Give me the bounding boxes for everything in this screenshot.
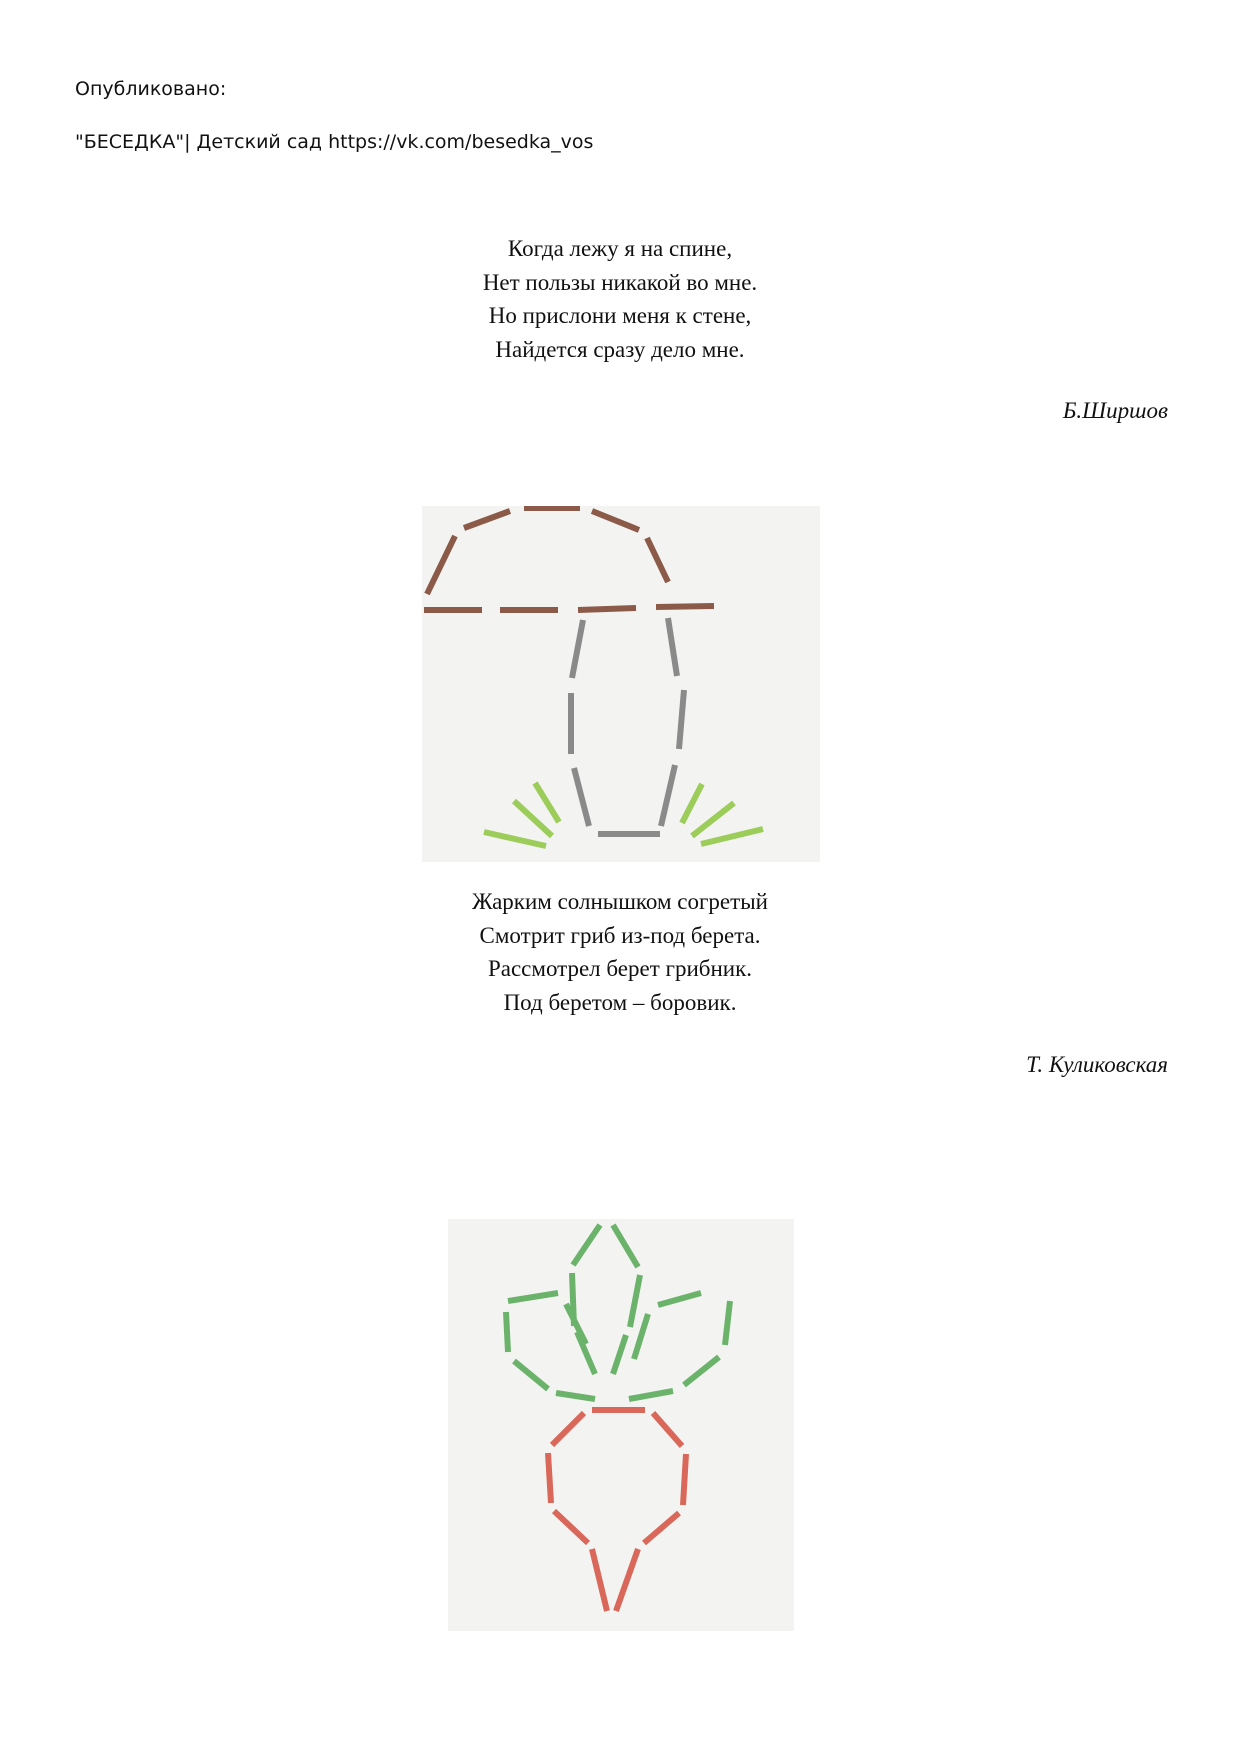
published-label: Опубликовано: <box>75 78 227 100</box>
poem-line: Найдется сразу дело мне. <box>495 336 745 362</box>
stick <box>679 690 684 749</box>
stick <box>548 1453 551 1503</box>
poem-author: Б.Ширшов <box>1062 398 1168 423</box>
stick <box>514 1361 548 1389</box>
stick <box>508 1293 558 1301</box>
stick <box>552 1413 584 1445</box>
stick <box>613 1225 638 1267</box>
stick <box>464 511 510 528</box>
mushroom-stick-picture <box>422 506 820 862</box>
stick <box>629 1391 673 1399</box>
stick <box>427 536 455 594</box>
stick <box>616 1549 638 1611</box>
stick <box>574 768 589 826</box>
beet-root <box>548 1410 686 1611</box>
stick <box>634 1314 648 1359</box>
poem-line: Жарким солнышком согретый <box>472 889 768 914</box>
beet-drawing <box>448 1219 794 1631</box>
poem-line: Нет пользы никакой во мне. <box>482 269 758 295</box>
poem-line: Под беретом – боровик. <box>503 989 737 1015</box>
stick <box>644 1513 679 1543</box>
poem-line: Когда лежу я на спине, <box>507 236 733 261</box>
mushroom-poem <box>0 885 1240 1019</box>
poem-author: Т. Куликовская <box>1026 1052 1168 1077</box>
mushroom-stem <box>571 618 684 834</box>
stick <box>658 1293 701 1305</box>
mushroom-cap <box>424 508 714 610</box>
stick <box>684 1357 719 1385</box>
poem-line: Но прислони меня к стене, <box>488 303 752 328</box>
stick <box>647 538 668 582</box>
stick <box>535 783 559 822</box>
poem-line: Рассмотрел берет грибник. <box>487 956 753 981</box>
stick <box>725 1301 730 1345</box>
stick <box>484 832 546 846</box>
stick <box>592 511 639 530</box>
stick <box>701 829 763 844</box>
stick <box>554 1511 588 1543</box>
stick <box>578 608 636 610</box>
grass-left <box>484 783 559 846</box>
stick <box>668 618 677 676</box>
stick <box>613 1335 626 1374</box>
poem-line: Смотрит гриб из-под берета. <box>479 922 761 948</box>
beet-leaves <box>506 1225 730 1399</box>
stick <box>692 803 734 836</box>
mushroom-drawing <box>422 506 820 862</box>
stick <box>572 620 583 678</box>
stick <box>630 1275 640 1327</box>
riddle-poem <box>0 232 1240 366</box>
stick <box>682 784 702 823</box>
beet-stick-picture <box>448 1219 794 1631</box>
stick <box>653 1413 682 1446</box>
stick <box>506 1312 508 1352</box>
stick <box>573 1225 600 1265</box>
stick <box>683 1454 686 1505</box>
grass-right <box>682 784 763 844</box>
stick <box>592 1549 607 1611</box>
stick <box>661 765 675 826</box>
stick <box>656 606 714 607</box>
stick <box>556 1393 595 1399</box>
source-line: "БЕСЕДКА"| Детский сад https://vk.com/besedka_vos <box>75 131 594 153</box>
